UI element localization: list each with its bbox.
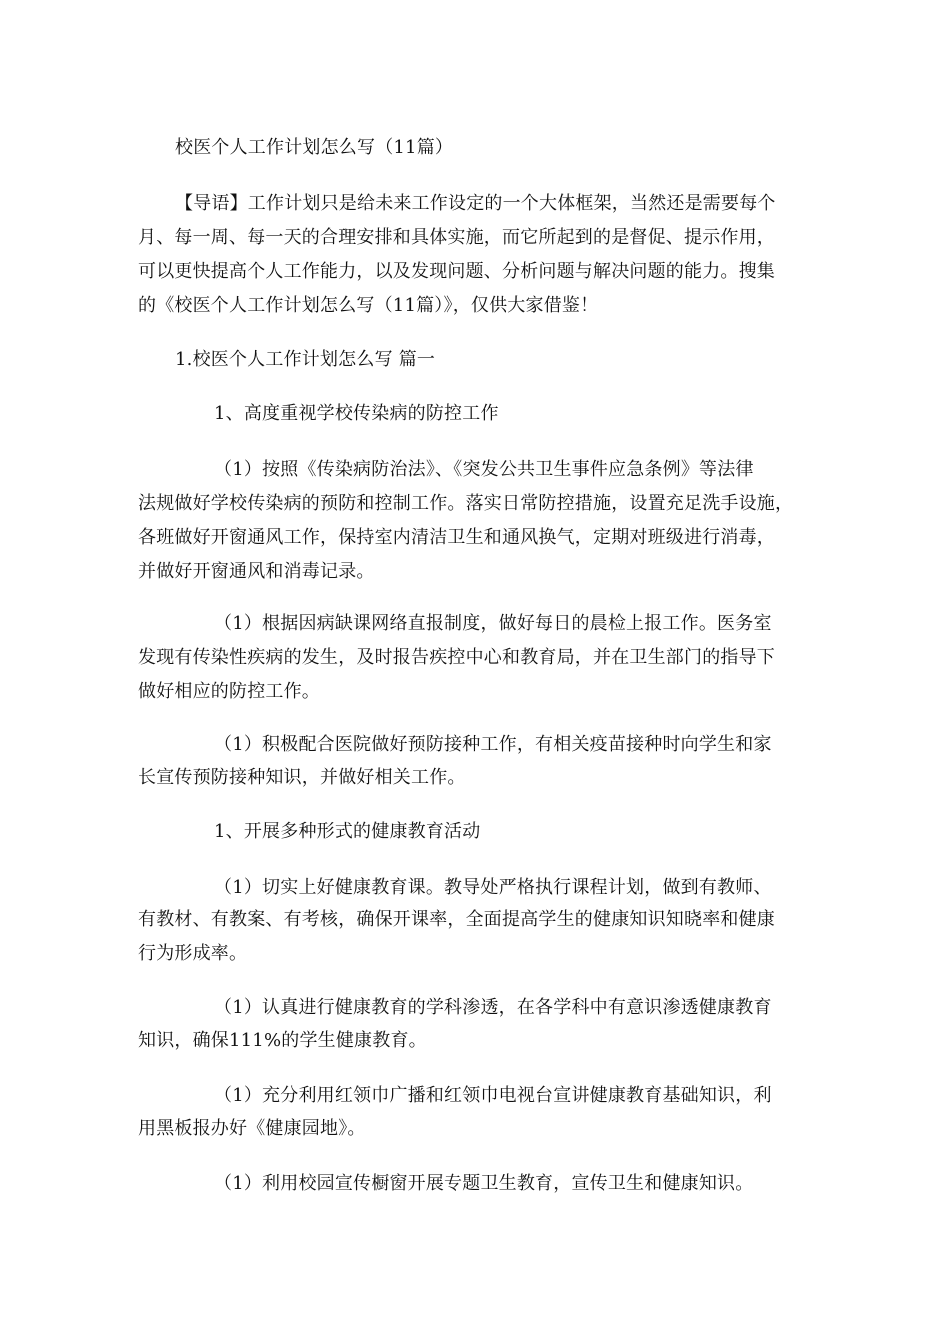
p6-line-2: 用黑板报办好《健康园地》。 (138, 1118, 366, 1139)
section-heading: 1.校医个人工作计划怎么写 篇一 (175, 349, 436, 370)
intro-line-2: 月、每一周、每一天的合理安排和具体实施，而它所起到的是督促、提示作用， (138, 227, 775, 248)
p2-line-3: 做好相应的防控工作。 (138, 681, 320, 702)
p1-line-1: （1）按照《传染病防治法》、《突发公共卫生事件应急条例》等法律 (214, 459, 754, 480)
p1-line-3: 各班做好开窗通风工作，保持室内清洁卫生和通风换气，定期对班级进行消毒， (138, 527, 775, 548)
sub-heading-1: 1、高度重视学校传染病的防控工作 (214, 403, 499, 424)
p4-line-3: 行为形成率。 (138, 943, 248, 964)
intro-line-3: 可以更快提高个人工作能力，以及发现问题、分析问题与解决问题的能力。搜集 (138, 261, 775, 282)
p4-line-2: 有教材、有教案、有考核，确保开课率，全面提高学生的健康知识知晓率和健康 (138, 909, 775, 930)
intro-line-1: 【导语】工作计划只是给未来工作设定的一个大体框架，当然还是需要每个 (175, 193, 776, 214)
document-title: 校医个人工作计划怎么写（11篇） (175, 137, 454, 158)
p3-line-1: （1）积极配合医院做好预防接种工作，有相关疫苗接种时向学生和家 (214, 734, 772, 755)
p4-line-1: （1）切实上好健康教育课。教导处严格执行课程计划，做到有教师、 (214, 877, 772, 898)
p5-line-1: （1）认真进行健康教育的学科渗透，在各学科中有意识渗透健康教育 (214, 997, 772, 1018)
p1-line-2: 法规做好学校传染病的预防和控制工作。落实日常防控措施，设置充足洗手设施， (138, 493, 794, 514)
p6-line-1: （1）充分利用红领巾广播和红领巾电视台宣讲健康教育基础知识，利 (214, 1085, 772, 1106)
p5-line-2: 知识，确保111%的学生健康教育。 (138, 1030, 427, 1051)
p7-line-1: （1）利用校园宣传橱窗开展专题卫生教育，宣传卫生和健康知识。 (214, 1173, 754, 1194)
p1-line-4: 并做好开窗通风和消毒记录。 (138, 561, 375, 582)
sub-heading-2: 1、开展多种形式的健康教育活动 (214, 821, 481, 842)
p3-line-2: 长宣传预防接种知识，并做好相关工作。 (138, 767, 466, 788)
p2-line-2: 发现有传染性疾病的发生，及时报告疾控中心和教育局，并在卫生部门的指导下 (138, 647, 775, 668)
p2-line-1: （1）根据因病缺课网络直报制度，做好每日的晨检上报工作。医务室 (214, 613, 772, 634)
intro-line-4: 的《校医个人工作计划怎么写（11篇）》，仅供大家借鉴！ (138, 295, 599, 316)
